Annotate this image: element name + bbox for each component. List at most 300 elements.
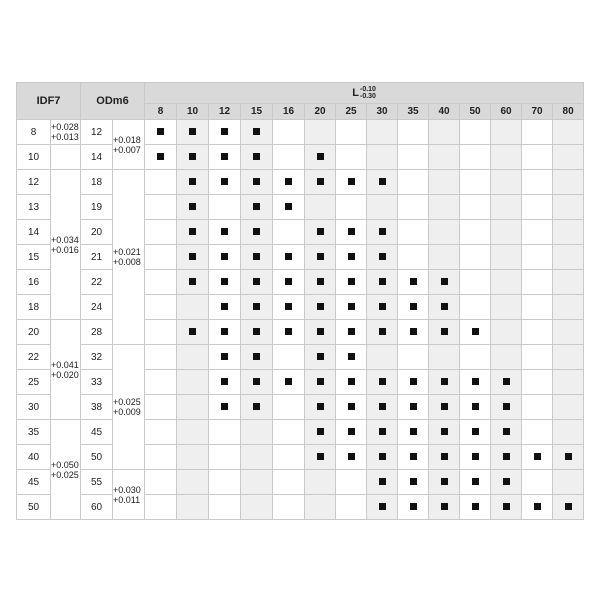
availability-cell xyxy=(367,220,398,245)
availability-cell xyxy=(336,220,367,245)
availability-cell xyxy=(367,245,398,270)
availability-cell xyxy=(553,220,584,245)
available-marker-icon xyxy=(285,178,292,185)
availability-cell xyxy=(398,195,429,220)
available-marker-icon xyxy=(379,303,386,310)
availability-cell xyxy=(429,145,460,170)
id-tol-upper: +0.034 xyxy=(51,234,79,245)
available-marker-icon xyxy=(379,228,386,235)
id-tolerance-cell xyxy=(51,170,81,320)
availability-cell xyxy=(145,145,177,170)
availability-cell xyxy=(429,370,460,395)
header-row xyxy=(17,83,584,104)
available-marker-icon xyxy=(317,403,324,410)
available-marker-icon xyxy=(317,378,324,385)
available-marker-icon xyxy=(348,303,355,310)
availability-cell xyxy=(209,495,241,520)
availability-cell xyxy=(305,370,336,395)
available-marker-icon xyxy=(189,203,196,210)
availability-cell xyxy=(209,120,241,145)
availability-cell xyxy=(491,420,522,445)
available-marker-icon xyxy=(317,153,324,160)
available-marker-icon xyxy=(472,478,479,485)
availability-cell xyxy=(460,220,491,245)
availability-cell xyxy=(273,220,305,245)
availability-cell xyxy=(522,395,553,420)
table-row xyxy=(17,295,584,320)
availability-cell xyxy=(429,345,460,370)
od-cell: 24 xyxy=(81,295,113,320)
available-marker-icon xyxy=(379,378,386,385)
availability-cell xyxy=(553,195,584,220)
available-marker-icon xyxy=(317,453,324,460)
available-marker-icon xyxy=(221,128,228,135)
availability-cell xyxy=(522,270,553,295)
availability-cell xyxy=(177,245,209,270)
availability-cell xyxy=(241,470,273,495)
od-cell: 45 xyxy=(81,420,113,445)
availability-cell xyxy=(429,445,460,470)
availability-cell xyxy=(145,195,177,220)
availability-cell xyxy=(429,120,460,145)
available-marker-icon xyxy=(472,328,479,335)
available-marker-icon xyxy=(410,428,417,435)
id-tol-upper: +0.041 xyxy=(51,359,79,370)
availability-cell xyxy=(522,470,553,495)
available-marker-icon xyxy=(317,353,324,360)
od-tolerance-cell xyxy=(113,345,145,470)
availability-cell xyxy=(273,245,305,270)
available-marker-icon xyxy=(253,278,260,285)
availability-cell xyxy=(241,320,273,345)
availability-cell xyxy=(491,445,522,470)
table-row xyxy=(17,145,584,170)
availability-cell xyxy=(460,495,491,520)
available-marker-icon xyxy=(253,378,260,385)
availability-cell xyxy=(553,170,584,195)
length-col-header: 40 xyxy=(429,104,460,120)
od-tolerance-cell xyxy=(113,470,145,520)
availability-cell xyxy=(367,295,398,320)
availability-cell xyxy=(241,495,273,520)
availability-cell xyxy=(491,470,522,495)
available-marker-icon xyxy=(189,228,196,235)
table-row xyxy=(17,120,584,145)
od-cell: 28 xyxy=(81,320,113,345)
available-marker-icon xyxy=(379,478,386,485)
availability-cell xyxy=(336,370,367,395)
availability-cell xyxy=(145,495,177,520)
availability-cell xyxy=(522,145,553,170)
od-cell: 55 xyxy=(81,470,113,495)
available-marker-icon xyxy=(565,453,572,460)
available-marker-icon xyxy=(410,453,417,460)
available-marker-icon xyxy=(503,428,510,435)
available-marker-icon xyxy=(253,403,260,410)
availability-cell xyxy=(429,220,460,245)
availability-cell xyxy=(177,120,209,145)
availability-cell xyxy=(209,470,241,495)
availability-cell xyxy=(241,120,273,145)
id-tolerance-cell xyxy=(51,145,81,170)
availability-cell xyxy=(177,170,209,195)
availability-cell xyxy=(398,495,429,520)
available-marker-icon xyxy=(317,228,324,235)
available-marker-icon xyxy=(317,303,324,310)
availability-cell xyxy=(553,120,584,145)
available-marker-icon xyxy=(253,203,260,210)
availability-cell xyxy=(460,320,491,345)
availability-cell xyxy=(273,445,305,470)
available-marker-icon xyxy=(441,428,448,435)
available-marker-icon xyxy=(534,503,541,510)
table-row xyxy=(17,470,584,495)
od-cell: 33 xyxy=(81,370,113,395)
availability-cell xyxy=(429,470,460,495)
availability-cell xyxy=(336,245,367,270)
availability-cell xyxy=(429,395,460,420)
availability-cell xyxy=(398,270,429,295)
availability-cell xyxy=(305,445,336,470)
availability-cell xyxy=(305,345,336,370)
availability-cell xyxy=(460,395,491,420)
available-marker-icon xyxy=(410,403,417,410)
table-row xyxy=(17,370,584,395)
table-body xyxy=(17,120,584,520)
available-marker-icon xyxy=(285,253,292,260)
availability-cell xyxy=(145,420,177,445)
availability-cell xyxy=(209,220,241,245)
length-col-header: 15 xyxy=(241,104,273,120)
availability-cell xyxy=(460,345,491,370)
available-marker-icon xyxy=(221,178,228,185)
availability-cell xyxy=(367,395,398,420)
availability-cell xyxy=(273,170,305,195)
length-tol-upper: -0.10 xyxy=(359,86,376,93)
availability-cell xyxy=(273,470,305,495)
length-label: L xyxy=(352,87,359,99)
available-marker-icon xyxy=(441,453,448,460)
availability-cell xyxy=(553,495,584,520)
table-row xyxy=(17,420,584,445)
availability-cell xyxy=(553,470,584,495)
availability-cell xyxy=(491,495,522,520)
availability-cell xyxy=(209,270,241,295)
available-marker-icon xyxy=(379,503,386,510)
available-marker-icon xyxy=(348,378,355,385)
id-cell: 35 xyxy=(17,420,51,445)
available-marker-icon xyxy=(503,478,510,485)
availability-cell xyxy=(491,320,522,345)
length-tolerance xyxy=(360,86,376,100)
available-marker-icon xyxy=(253,328,260,335)
table-row xyxy=(17,170,584,195)
availability-cell xyxy=(429,195,460,220)
availability-cell xyxy=(273,295,305,320)
available-marker-icon xyxy=(348,228,355,235)
available-marker-icon xyxy=(441,503,448,510)
availability-cell xyxy=(145,320,177,345)
availability-cell xyxy=(522,195,553,220)
od-cell: 22 xyxy=(81,270,113,295)
id-cell: 8 xyxy=(17,120,51,145)
availability-cell xyxy=(177,145,209,170)
length-col-header: 12 xyxy=(209,104,241,120)
availability-cell xyxy=(241,270,273,295)
available-marker-icon xyxy=(189,153,196,160)
availability-cell xyxy=(273,145,305,170)
availability-cell xyxy=(305,420,336,445)
availability-cell xyxy=(522,370,553,395)
availability-cell xyxy=(273,320,305,345)
availability-cell xyxy=(177,195,209,220)
od-cell: 12 xyxy=(81,120,113,145)
available-marker-icon xyxy=(157,128,164,135)
availability-cell xyxy=(209,345,241,370)
availability-cell xyxy=(367,170,398,195)
availability-cell xyxy=(522,170,553,195)
length-col-header: 10 xyxy=(177,104,209,120)
availability-cell xyxy=(429,495,460,520)
availability-cell xyxy=(367,420,398,445)
od-cell: 32 xyxy=(81,345,113,370)
id-cell: 12 xyxy=(17,170,51,195)
availability-cell xyxy=(273,370,305,395)
length-tol-lower: -0.30 xyxy=(359,93,376,100)
availability-cell xyxy=(273,270,305,295)
availability-cell xyxy=(522,420,553,445)
available-marker-icon xyxy=(441,328,448,335)
availability-cell xyxy=(336,320,367,345)
availability-cell xyxy=(367,270,398,295)
od-cell: 18 xyxy=(81,170,113,195)
id-cell: 15 xyxy=(17,245,51,270)
availability-cell xyxy=(177,495,209,520)
available-marker-icon xyxy=(441,378,448,385)
availability-cell xyxy=(491,220,522,245)
availability-cell xyxy=(367,345,398,370)
od-header: ODm6 xyxy=(81,83,145,120)
availability-cell xyxy=(398,295,429,320)
od-cell: 19 xyxy=(81,195,113,220)
availability-cell xyxy=(553,270,584,295)
availability-cell xyxy=(305,145,336,170)
availability-cell xyxy=(209,245,241,270)
available-marker-icon xyxy=(503,403,510,410)
availability-cell xyxy=(398,370,429,395)
length-col-header: 20 xyxy=(305,104,336,120)
length-col-header: 25 xyxy=(336,104,367,120)
available-marker-icon xyxy=(410,378,417,385)
available-marker-icon xyxy=(285,378,292,385)
availability-cell xyxy=(336,270,367,295)
id-tol-lower: +0.016 xyxy=(51,244,79,255)
available-marker-icon xyxy=(221,153,228,160)
id-cell: 20 xyxy=(17,320,51,345)
available-marker-icon xyxy=(348,403,355,410)
availability-cell xyxy=(273,120,305,145)
od-tol-lower: +0.007 xyxy=(113,144,141,155)
availability-cell xyxy=(305,395,336,420)
availability-cell xyxy=(398,445,429,470)
available-marker-icon xyxy=(348,453,355,460)
availability-table xyxy=(16,82,584,520)
availability-cell xyxy=(429,295,460,320)
availability-cell xyxy=(336,470,367,495)
availability-cell xyxy=(145,245,177,270)
od-tol-upper: +0.018 xyxy=(113,134,141,145)
table-row xyxy=(17,395,584,420)
availability-cell xyxy=(209,395,241,420)
available-marker-icon xyxy=(472,453,479,460)
available-marker-icon xyxy=(157,153,164,160)
availability-cell xyxy=(367,370,398,395)
available-marker-icon xyxy=(410,278,417,285)
availability-cell xyxy=(522,245,553,270)
availability-cell xyxy=(553,345,584,370)
availability-cell xyxy=(305,320,336,345)
length-col-header: 80 xyxy=(553,104,584,120)
available-marker-icon xyxy=(410,503,417,510)
availability-cell xyxy=(145,395,177,420)
available-marker-icon xyxy=(317,278,324,285)
availability-cell xyxy=(429,245,460,270)
available-marker-icon xyxy=(253,128,260,135)
available-marker-icon xyxy=(441,278,448,285)
availability-cell xyxy=(177,295,209,320)
id-cell: 13 xyxy=(17,195,51,220)
length-col-header: 35 xyxy=(398,104,429,120)
availability-cell xyxy=(273,420,305,445)
availability-cell xyxy=(241,245,273,270)
od-tol-lower: +0.008 xyxy=(113,257,141,267)
id-cell: 14 xyxy=(17,220,51,245)
availability-cell xyxy=(398,320,429,345)
length-col-header: 8 xyxy=(145,104,177,120)
availability-cell xyxy=(336,195,367,220)
availability-cell xyxy=(177,420,209,445)
available-marker-icon xyxy=(348,428,355,435)
available-marker-icon xyxy=(472,428,479,435)
availability-cell xyxy=(429,320,460,345)
availability-cell xyxy=(145,295,177,320)
available-marker-icon xyxy=(379,403,386,410)
availability-cell xyxy=(241,345,273,370)
table-row xyxy=(17,245,584,270)
availability-cell xyxy=(209,445,241,470)
id-cell: 30 xyxy=(17,395,51,420)
availability-cell xyxy=(553,145,584,170)
availability-cell xyxy=(522,345,553,370)
availability-cell xyxy=(209,295,241,320)
availability-cell xyxy=(491,395,522,420)
availability-cell xyxy=(336,170,367,195)
od-tol-upper: +0.025 xyxy=(113,397,141,407)
availability-cell xyxy=(398,245,429,270)
availability-cell xyxy=(522,220,553,245)
available-marker-icon xyxy=(503,453,510,460)
available-marker-icon xyxy=(565,503,572,510)
availability-cell xyxy=(241,145,273,170)
available-marker-icon xyxy=(221,403,228,410)
availability-cell xyxy=(241,295,273,320)
available-marker-icon xyxy=(189,328,196,335)
availability-cell xyxy=(145,170,177,195)
availability-cell xyxy=(367,445,398,470)
table-row xyxy=(17,270,584,295)
length-col-header: 30 xyxy=(367,104,398,120)
available-marker-icon xyxy=(253,303,260,310)
availability-cell xyxy=(305,245,336,270)
availability-cell xyxy=(241,195,273,220)
availability-cell xyxy=(209,170,241,195)
availability-cell xyxy=(209,195,241,220)
length-col-header: 70 xyxy=(522,104,553,120)
availability-cell xyxy=(367,195,398,220)
available-marker-icon xyxy=(189,128,196,135)
availability-cell xyxy=(460,445,491,470)
id-cell: 45 xyxy=(17,470,51,495)
availability-cell xyxy=(522,495,553,520)
available-marker-icon xyxy=(221,378,228,385)
availability-cell xyxy=(491,345,522,370)
available-marker-icon xyxy=(317,428,324,435)
availability-cell xyxy=(460,245,491,270)
availability-cell xyxy=(336,120,367,145)
availability-cell xyxy=(209,420,241,445)
available-marker-icon xyxy=(379,428,386,435)
availability-cell xyxy=(491,295,522,320)
availability-cell xyxy=(145,270,177,295)
availability-cell xyxy=(145,470,177,495)
available-marker-icon xyxy=(379,253,386,260)
available-marker-icon xyxy=(285,203,292,210)
availability-cell xyxy=(553,295,584,320)
availability-cell xyxy=(336,345,367,370)
availability-cell xyxy=(522,320,553,345)
table-row xyxy=(17,445,584,470)
availability-cell xyxy=(522,120,553,145)
id-tolerance-cell xyxy=(51,320,81,420)
availability-cell xyxy=(273,495,305,520)
availability-cell xyxy=(241,370,273,395)
availability-cell xyxy=(241,445,273,470)
od-tol-lower: +0.011 xyxy=(113,494,141,505)
availability-cell xyxy=(429,420,460,445)
available-marker-icon xyxy=(534,453,541,460)
available-marker-icon xyxy=(317,178,324,185)
id-tolerance-cell xyxy=(51,120,81,145)
id-cell: 25 xyxy=(17,370,51,395)
availability-cell xyxy=(460,295,491,320)
od-tolerance-cell xyxy=(113,120,145,170)
id-tol-upper: +0.028 xyxy=(51,122,79,132)
availability-cell xyxy=(177,370,209,395)
availability-cell xyxy=(209,145,241,170)
availability-cell xyxy=(177,270,209,295)
availability-cell xyxy=(367,120,398,145)
availability-cell xyxy=(305,195,336,220)
availability-cell xyxy=(491,120,522,145)
available-marker-icon xyxy=(379,328,386,335)
length-header xyxy=(145,83,584,104)
availability-cell xyxy=(460,370,491,395)
availability-cell xyxy=(336,495,367,520)
available-marker-icon xyxy=(348,178,355,185)
available-marker-icon xyxy=(472,503,479,510)
availability-cell xyxy=(460,470,491,495)
available-marker-icon xyxy=(317,328,324,335)
